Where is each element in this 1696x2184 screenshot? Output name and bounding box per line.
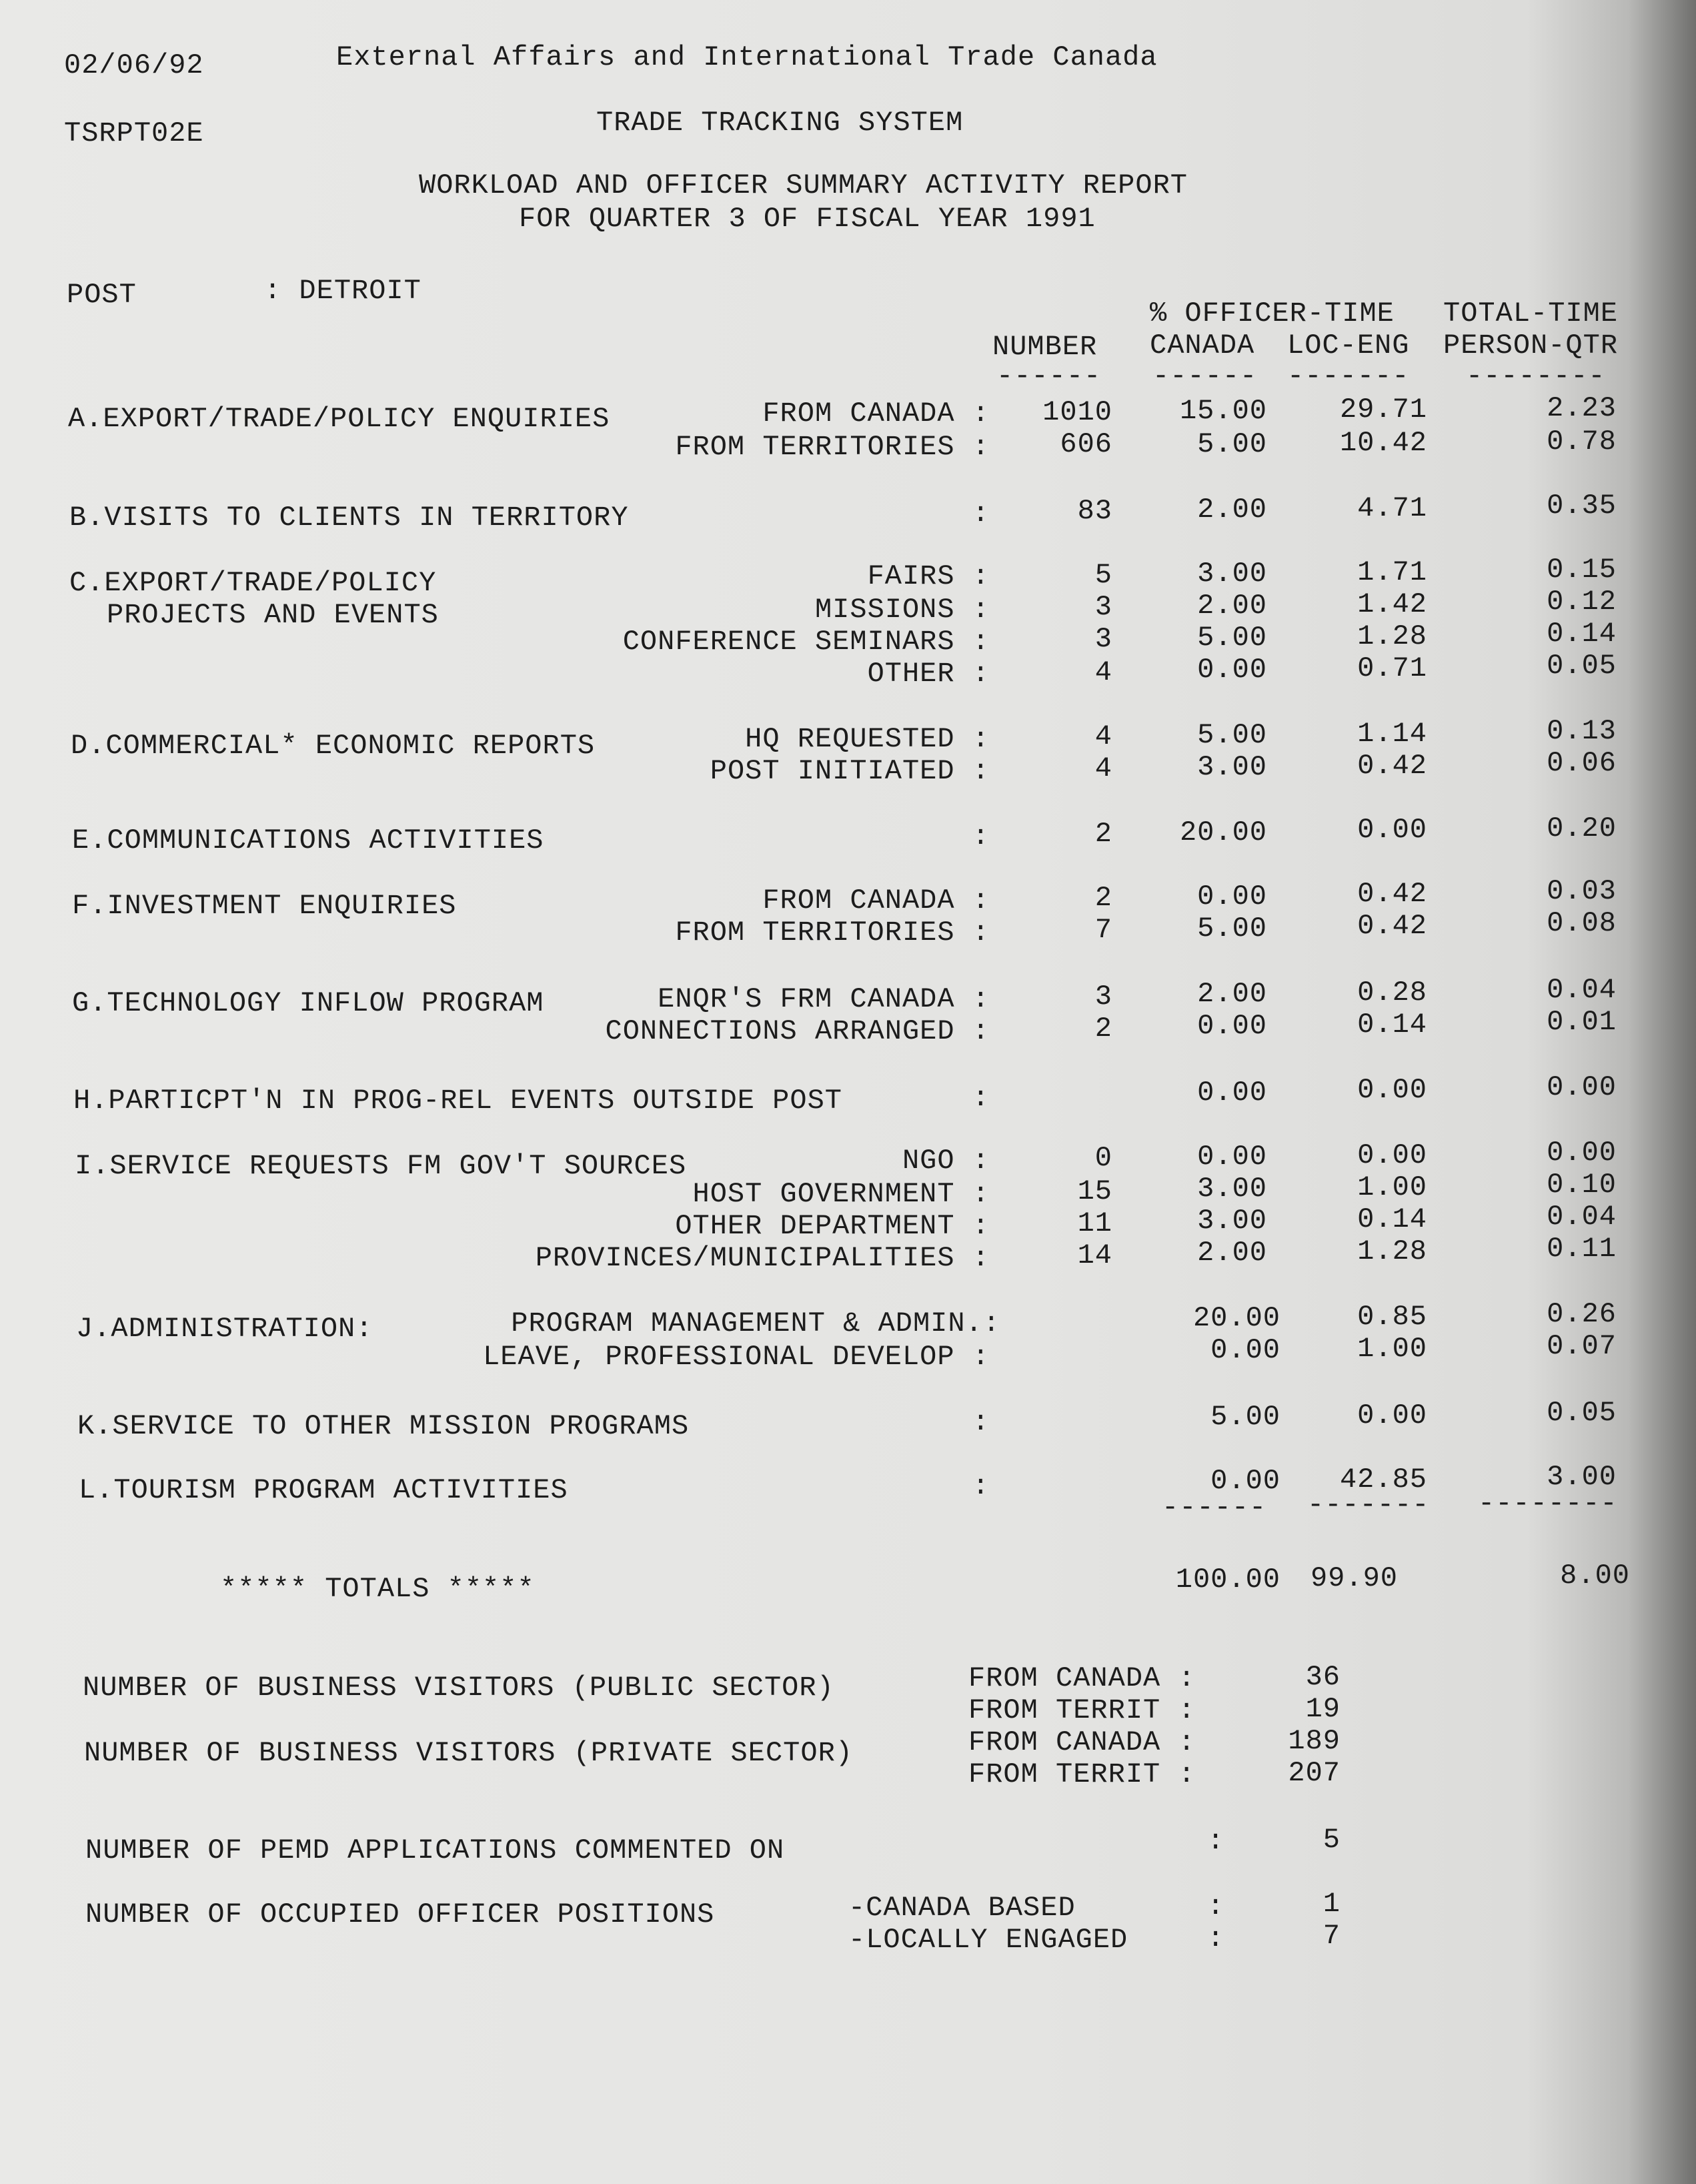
col-loc-eng-rule: ------- <box>1287 360 1410 392</box>
row-label: POST INITIATED : <box>710 755 990 787</box>
public-visitors-territ-label: FROM TERRIT : <box>968 1694 1196 1726</box>
cell-person-qtr: 0.12 <box>1547 586 1617 618</box>
cell-number: 15 <box>1077 1175 1112 1207</box>
section-d-title: D.COMMERCIAL* ECONOMIC REPORTS <box>71 730 596 762</box>
cell-person-qtr: 0.14 <box>1547 618 1617 650</box>
post-value: : DETROIT <box>264 275 421 307</box>
cell-canada: 5.00 <box>1197 913 1267 945</box>
row-label: HOST GOVERNMENT : <box>692 1178 990 1210</box>
pemd-value: 5 <box>1323 1824 1341 1856</box>
cell-number: 7 <box>1094 914 1112 946</box>
col-person-qtr-rule: -------- <box>1466 360 1606 392</box>
cell-loc-eng: 1.28 <box>1357 1235 1427 1267</box>
cell-canada: 3.00 <box>1197 1173 1267 1205</box>
section-i-title: I.SERVICE REQUESTS FM GOV'T SOURCES <box>75 1150 687 1182</box>
cell-number: 4 <box>1094 720 1112 752</box>
cell-loc-eng: 0.71 <box>1357 652 1427 684</box>
section-l-title: L.TOURISM PROGRAM ACTIVITIES <box>79 1474 568 1506</box>
cell-person-qtr: 0.15 <box>1547 554 1617 586</box>
cell-number: 606 <box>1060 428 1112 460</box>
cell-person-qtr: 0.05 <box>1547 1397 1617 1429</box>
occupied-local-label: -LOCALLY ENGAGED <box>848 1924 1128 1956</box>
cell-person-qtr: 0.00 <box>1547 1071 1617 1103</box>
row-label: : <box>972 1082 990 1114</box>
cell-person-qtr: 0.10 <box>1547 1169 1617 1201</box>
report-title: WORKLOAD AND OFFICER SUMMARY ACTIVITY REPORT <box>419 169 1188 201</box>
row-label: : <box>972 498 990 530</box>
cell-loc-eng: 1.14 <box>1357 718 1427 750</box>
cell-canada: 0.00 <box>1210 1465 1281 1497</box>
section-c-subtitle: PROJECTS AND EVENTS <box>107 599 439 631</box>
cell-number: 83 <box>1077 495 1112 527</box>
cell-canada: 0.00 <box>1197 1010 1267 1042</box>
row-label: LEAVE, PROFESSIONAL DEVELOP : <box>483 1341 990 1373</box>
cell-loc-eng: 0.85 <box>1357 1301 1427 1333</box>
public-visitors-label: NUMBER OF BUSINESS VISITORS (PUBLIC SECTOR) <box>83 1672 834 1704</box>
cell-person-qtr: 0.04 <box>1547 1201 1617 1233</box>
cell-person-qtr: 0.05 <box>1547 650 1617 682</box>
cell-canada: 20.00 <box>1179 816 1267 849</box>
cell-person-qtr: 3.00 <box>1547 1461 1617 1493</box>
cell-canada: 2.00 <box>1197 978 1267 1010</box>
row-label: ENQR'S FRM CANADA : <box>658 983 990 1015</box>
cell-loc-eng: 1.00 <box>1357 1171 1427 1203</box>
col-canada-rule: ------ <box>1152 360 1258 392</box>
private-visitors-territ-label: FROM TERRIT : <box>968 1758 1196 1790</box>
occupied-positions-label: NUMBER OF OCCUPIED OFFICER POSITIONS <box>85 1898 715 1931</box>
public-visitors-canada-value: 36 <box>1305 1661 1341 1693</box>
cell-loc-eng: 0.00 <box>1357 814 1427 846</box>
section-f-title: F.INVESTMENT ENQUIRIES <box>72 890 457 922</box>
cell-canada: 5.00 <box>1210 1401 1281 1433</box>
public-visitors-canada-label: FROM CANADA : <box>968 1662 1196 1694</box>
organization-name: External Affairs and International Trade Canada <box>336 41 1158 73</box>
report-subtitle: FOR QUARTER 3 OF FISCAL YEAR 1991 <box>519 203 1096 235</box>
cell-person-qtr: 2.23 <box>1547 392 1617 424</box>
cell-canada: 3.00 <box>1197 558 1267 590</box>
cell-canada: 15.00 <box>1179 395 1267 427</box>
cell-number: 0 <box>1094 1142 1112 1174</box>
col-number-rule: ------ <box>996 360 1102 392</box>
row-label: CONFERENCE SEMINARS : <box>622 626 990 658</box>
cell-number: 4 <box>1094 656 1112 688</box>
cell-loc-eng: 1.42 <box>1357 588 1427 620</box>
totals-person-qtr-rule: -------- <box>1478 1488 1618 1520</box>
cell-person-qtr: 0.11 <box>1547 1233 1617 1265</box>
row-label: OTHER : <box>867 658 990 690</box>
cell-person-qtr: 0.03 <box>1547 875 1617 907</box>
occupied-canada-value: 1 <box>1323 1888 1341 1920</box>
cell-number: 5 <box>1094 559 1112 591</box>
section-h-title: H.PARTICPT'N IN PROG-REL EVENTS OUTSIDE POST <box>73 1085 842 1117</box>
row-label: FROM CANADA : <box>762 885 990 917</box>
row-label: HQ REQUESTED : <box>745 723 990 755</box>
cell-loc-eng: 4.71 <box>1357 492 1427 524</box>
private-visitors-canada-label: FROM CANADA : <box>968 1726 1196 1758</box>
cell-loc-eng: 0.00 <box>1357 1139 1427 1171</box>
section-b-title: B.VISITS TO CLIENTS IN TERRITORY <box>69 502 629 534</box>
row-label: : <box>972 1470 990 1502</box>
cell-loc-eng: 0.42 <box>1357 750 1427 782</box>
cell-person-qtr: 0.07 <box>1547 1330 1617 1362</box>
cell-canada: 0.00 <box>1197 1141 1267 1173</box>
pemd-colon: : <box>1207 1825 1225 1857</box>
totals-loc-eng: 99.90 <box>1310 1562 1398 1594</box>
row-label: NGO : <box>902 1145 990 1177</box>
section-a-title: A.EXPORT/TRADE/POLICY ENQUIRIES <box>68 403 610 435</box>
private-visitors-territ-value: 207 <box>1288 1757 1341 1789</box>
cell-number: 11 <box>1077 1207 1112 1239</box>
row-label: FROM TERRITORIES : <box>675 917 990 949</box>
col-loc-eng: LOC-ENG <box>1287 330 1410 362</box>
totals-person-qtr: 8.00 <box>1560 1560 1630 1592</box>
cell-loc-eng: 0.42 <box>1357 878 1427 910</box>
cell-person-qtr: 0.20 <box>1547 812 1617 845</box>
cell-number: 4 <box>1094 752 1112 784</box>
row-label: PROVINCES/MUNICIPALITIES : <box>535 1242 990 1274</box>
cell-number: 2 <box>1094 818 1112 850</box>
cell-loc-eng: 1.00 <box>1357 1333 1427 1365</box>
cell-canada: 0.00 <box>1197 654 1267 686</box>
cell-person-qtr: 0.01 <box>1547 1006 1617 1038</box>
col-person-qtr: PERSON-QTR <box>1443 330 1619 362</box>
cell-number: 2 <box>1094 882 1112 914</box>
row-label: FROM CANADA : <box>762 398 990 430</box>
cell-canada: 2.00 <box>1197 590 1267 622</box>
section-k-title: K.SERVICE TO OTHER MISSION PROGRAMS <box>77 1410 690 1442</box>
cell-number: 1010 <box>1042 396 1112 428</box>
row-label: FAIRS : <box>867 560 990 592</box>
totals-canada-rule: ------ <box>1162 1492 1267 1524</box>
cell-canada: 2.00 <box>1197 494 1267 526</box>
cell-canada: 5.00 <box>1197 622 1267 654</box>
report-id: TSRPT02E <box>64 117 204 149</box>
section-e-title: E.COMMUNICATIONS ACTIVITIES <box>72 825 544 857</box>
occupied-canada-colon: : <box>1207 1890 1225 1923</box>
pemd-label: NUMBER OF PEMD APPLICATIONS COMMENTED ON <box>85 1834 785 1866</box>
cell-number: 2 <box>1094 1013 1112 1045</box>
cell-canada: 5.00 <box>1197 719 1267 751</box>
row-label: CONNECTIONS ARRANGED : <box>605 1015 990 1047</box>
cell-loc-eng: 0.14 <box>1357 1203 1427 1235</box>
cell-canada: 5.00 <box>1197 428 1267 460</box>
cell-canada: 2.00 <box>1197 1237 1267 1269</box>
cell-loc-eng: 42.85 <box>1339 1464 1427 1496</box>
row-label: PROGRAM MANAGEMENT & ADMIN.: <box>511 1307 1000 1339</box>
row-label: OTHER DEPARTMENT : <box>675 1210 990 1242</box>
cell-number: 3 <box>1094 981 1112 1013</box>
cell-loc-eng: 0.00 <box>1357 1074 1427 1106</box>
section-j-title: J.ADMINISTRATION: <box>76 1313 373 1345</box>
cell-canada: 3.00 <box>1197 751 1267 783</box>
row-label: FROM TERRITORIES : <box>675 431 990 463</box>
cell-loc-eng: 0.00 <box>1357 1400 1427 1432</box>
cell-canada: 0.00 <box>1197 881 1267 913</box>
cell-person-qtr: 0.35 <box>1547 490 1617 522</box>
col-total-time-group: TOTAL-TIME <box>1443 298 1619 330</box>
occupied-local-value: 7 <box>1323 1920 1341 1952</box>
cell-loc-eng: 10.42 <box>1339 427 1427 459</box>
row-label: MISSIONS : <box>814 594 990 626</box>
report-date: 02/06/92 <box>64 49 204 81</box>
totals-canada: 100.00 <box>1175 1564 1281 1596</box>
cell-canada: 0.00 <box>1197 1077 1267 1109</box>
cell-loc-eng: 1.28 <box>1357 620 1427 652</box>
col-number: NUMBER <box>992 331 1098 363</box>
cell-person-qtr: 0.78 <box>1547 426 1617 458</box>
row-label: : <box>972 1406 990 1438</box>
cell-loc-eng: 1.71 <box>1357 556 1427 588</box>
cell-person-qtr: 0.06 <box>1547 747 1617 779</box>
cell-loc-eng: 0.28 <box>1357 977 1427 1009</box>
private-visitors-canada-value: 189 <box>1288 1725 1341 1757</box>
cell-number: 3 <box>1094 591 1112 623</box>
system-name: TRADE TRACKING SYSTEM <box>596 107 964 139</box>
cell-loc-eng: 0.14 <box>1357 1009 1427 1041</box>
public-visitors-territ-value: 19 <box>1305 1693 1341 1725</box>
cell-loc-eng: 0.42 <box>1357 910 1427 942</box>
cell-number: 14 <box>1077 1239 1112 1271</box>
totals-label: ***** TOTALS ***** <box>220 1573 535 1605</box>
section-g-title: G.TECHNOLOGY INFLOW PROGRAM <box>72 987 544 1019</box>
occupied-local-colon: : <box>1207 1923 1225 1955</box>
col-officer-time-group: % OFFICER-TIME <box>1150 298 1395 330</box>
cell-person-qtr: 0.00 <box>1547 1137 1617 1169</box>
cell-canada: 3.00 <box>1197 1205 1267 1237</box>
row-label: : <box>972 821 990 853</box>
cell-canada: 0.00 <box>1210 1334 1281 1366</box>
cell-person-qtr: 0.26 <box>1547 1298 1617 1330</box>
private-visitors-label: NUMBER OF BUSINESS VISITORS (PRIVATE SECTOR) <box>84 1737 853 1769</box>
col-canada: CANADA <box>1150 330 1255 362</box>
cell-loc-eng: 29.71 <box>1339 394 1427 426</box>
cell-person-qtr: 0.04 <box>1547 974 1617 1006</box>
cell-person-qtr: 0.13 <box>1547 715 1617 747</box>
totals-loc-eng-rule: ------- <box>1307 1489 1430 1521</box>
cell-canada: 20.00 <box>1192 1302 1281 1334</box>
cell-number: 3 <box>1094 623 1112 655</box>
post-label: POST <box>67 279 137 311</box>
cell-person-qtr: 0.08 <box>1547 907 1617 939</box>
occupied-canada-label: -CANADA BASED <box>848 1892 1076 1924</box>
section-c-title: C.EXPORT/TRADE/POLICY <box>69 567 437 599</box>
